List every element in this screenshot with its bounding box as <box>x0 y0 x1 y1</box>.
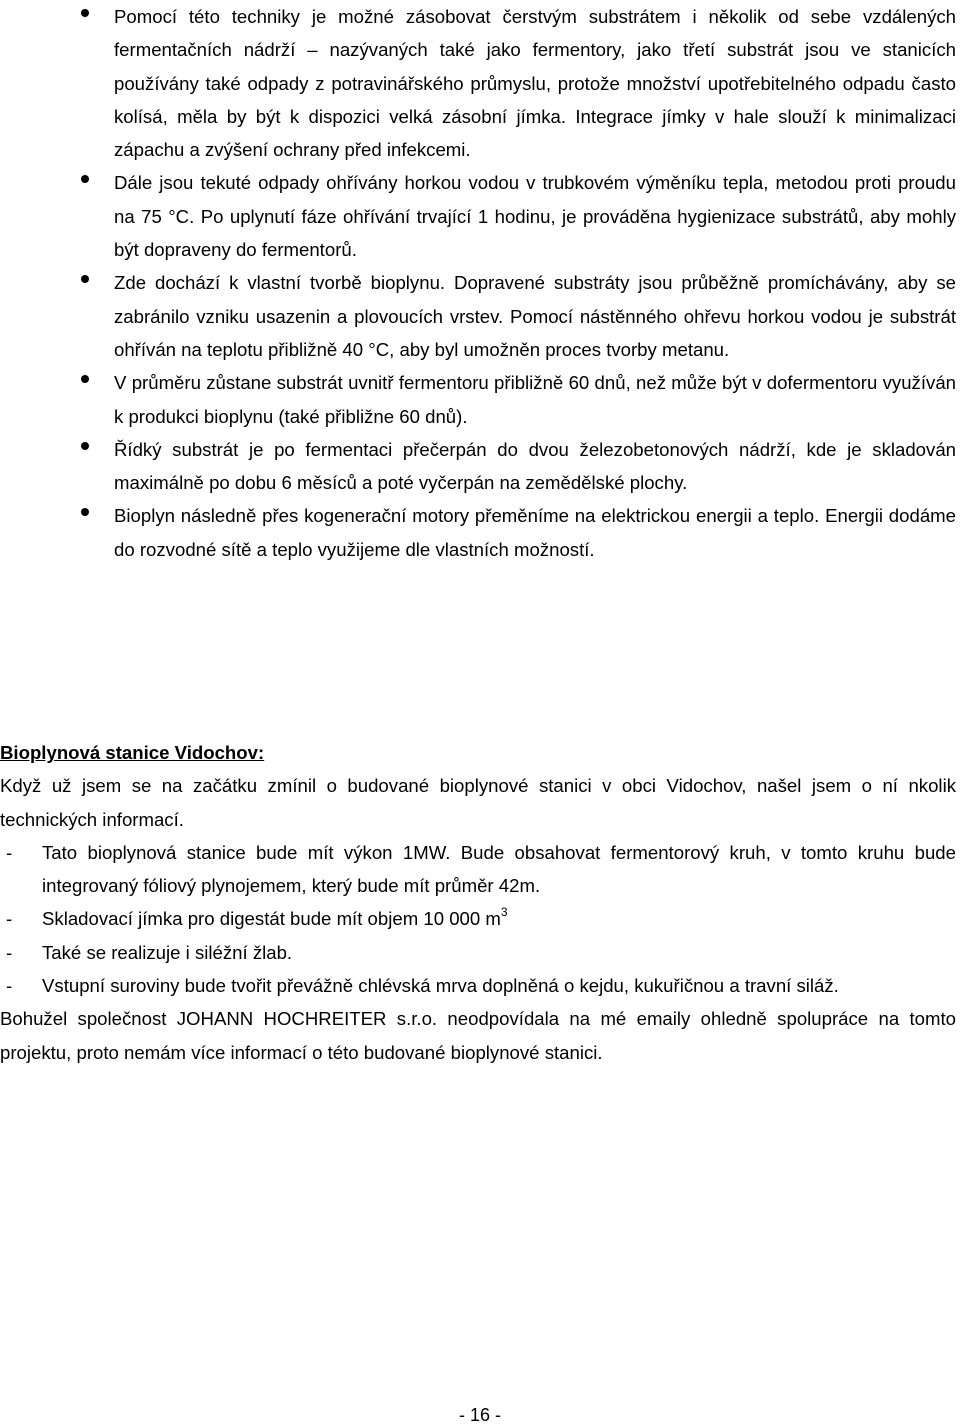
bullet-list <box>0 0 960 566</box>
bullet-item <box>0 366 960 433</box>
dash-marker: - <box>6 841 13 863</box>
dash-item <box>0 936 956 969</box>
vidochov-section <box>0 736 956 1069</box>
page-number: - 16 - <box>458 1405 501 1425</box>
section-heading: Bioplynová stanice Vidochov: <box>0 742 265 763</box>
bullet-item <box>0 266 960 366</box>
bullet-text: Pomocí této techniky je možné zásobovat čerstvým substrátem i několik od sebe vzdálených fermentačních nádrží – nazývaných také jako fermentory, jako třetí substrát jsou ve stanicích používány také odpady z potravinářského průmyslu, protože množství upotřebitelného odpadu často kolísá, měla by být k dispozici velká zásobní jímka. Integrace jímky v hale slouží k minimalizaci zápachu a zvýšení ochrany před infekcemi. <box>114 6 956 161</box>
bullet-icon <box>81 442 89 450</box>
dash-item <box>0 836 956 903</box>
bullet-item <box>0 0 960 166</box>
bullet-text: Zde dochází k vlastní tvorbě bioplynu. Dopravené substráty jsou průběžně promíchávány, aby se zabránilo vzniku usazenin a plovoucích vrstev. Pomocí nástěnného ohřevu horkou vodou je substrát ohříván na teplotu přibližně 40 °C, aby byl umožněn proces tvorby metanu. <box>114 272 956 360</box>
bullet-icon <box>81 275 89 283</box>
bullet-icon <box>81 508 89 516</box>
dash-item-text: Skladovací jímka pro digestát bude mít objem 10 000 m <box>42 908 501 930</box>
section-closing: Bohužel společnost JOHANN HOCHREITER s.r.o. neodpovídala na mé emaily ohledně spolupráce na tomto projektu, proto nemám více informací o této budované bioplynové stanici. <box>0 1008 956 1063</box>
section-intro: Když už jsem se na začátku zmínil o budované bioplynové stanici v obci Vidochov, našel jsem o ní nkolik technických informací. <box>0 775 956 830</box>
dash-item <box>0 902 956 935</box>
bullet-text: Dále jsou tekuté odpady ohřívány horkou vodou v trubkovém výměníku tepla, metodou proti proudu na 75 °C. Po uplynutí fáze ohřívání trvající 1 hodinu, je prováděna hygienizace substrátů, aby mohly být dopraveny do fermentorů. <box>114 172 956 261</box>
bullet-item <box>0 433 960 500</box>
dash-marker: - <box>6 908 13 930</box>
dash-marker: - <box>6 941 13 963</box>
dash-item <box>0 969 956 1002</box>
bullet-item <box>0 499 960 566</box>
bullet-text: V průměru zůstane substrát uvnitř fermentoru přibližně 60 dnů, než může být v dofermentoru využíván k produkci bioplynu (také přibližne 60 dnů). <box>114 372 956 427</box>
dash-item-text: Tato bioplynová stanice bude mít výkon 1MW. Bude obsahovat fermentorový kruh, v tomto kruhu bude integrovaný fóliový plynojemem, který bude mít průměr 42m. <box>42 841 956 897</box>
dash-item-text: Vstupní suroviny bude tvořit převážně chlévská mrva doplněná o kejdu, kukuřičnou a travní siláž. <box>42 975 839 997</box>
bullet-icon <box>81 9 89 17</box>
bullet-item <box>0 166 960 266</box>
dash-list <box>0 836 956 1002</box>
bullet-text: Řídký substrát je po fermentaci přečerpán do dvou železobetonových nádrží, kde je skladován maximálně po dobu 6 měsíců a poté vyčerpán na zemědělské plochy. <box>114 438 956 494</box>
bullet-icon <box>81 375 89 383</box>
dash-item-text: Také se realizuje i siléžní žlab. <box>42 941 293 963</box>
dash-marker: - <box>6 975 13 997</box>
bullet-icon <box>81 175 89 183</box>
bullet-text: Bioplyn následně přes kogenerační motory přeměníme na elektrickou energii a teplo. Energii dodáme do rozvodné sítě a teplo využijeme dle vlastních možností. <box>114 505 956 560</box>
superscript: 3 <box>500 905 508 920</box>
